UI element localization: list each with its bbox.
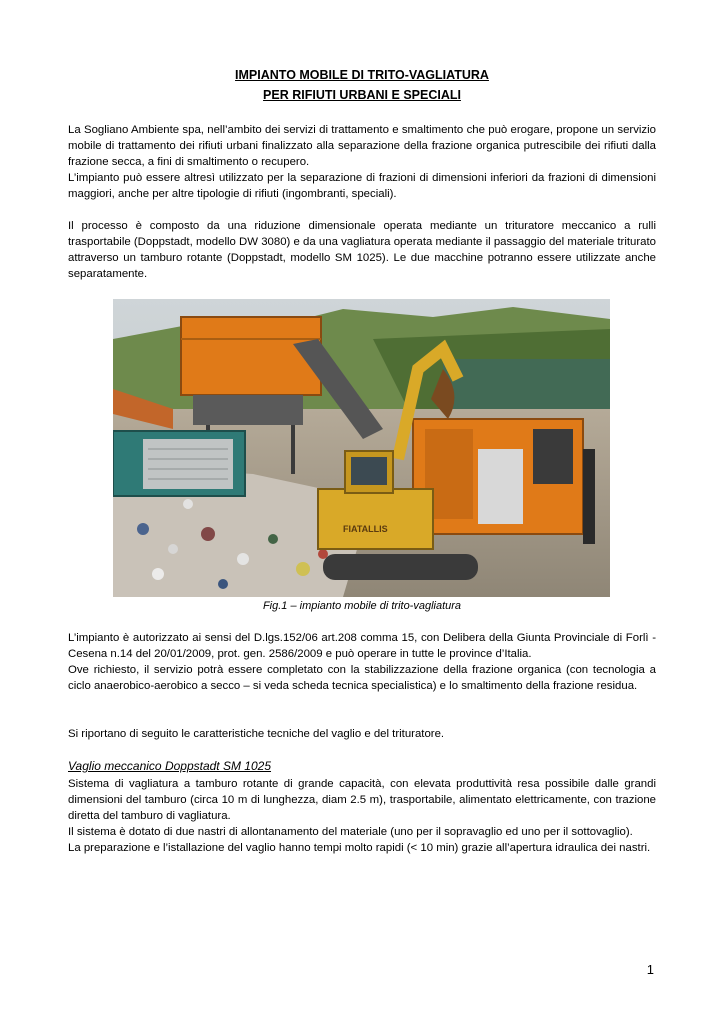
- excavator-logo: FIATALLIS: [343, 524, 388, 534]
- vaglio-paragraph-1: Sistema di vagliatura a tamburo rotante di grande capacità, con elevata produttività resa possibile dalle grandi dimensioni del tamburo (circa 10 m di lunghezza, diam 2.5 m), trasportabile, alimentato elettricamente, con trazione diretta del tamburo di vagliatura.: [68, 778, 656, 822]
- figure-caption: Fig.1 – impianto mobile di trito-vagliatura: [262, 600, 462, 612]
- intro-section: [68, 122, 656, 202]
- title-line-1: IMPIANTO MOBILE DI TRITO-VAGLIATURA: [235, 68, 489, 82]
- specs-intro: Si riportano di seguito le caratteristiche tecniche del vaglio e del trituratore.: [68, 728, 445, 740]
- vaglio-paragraph-2: Il sistema è dotato di due nastri di allontanamento del materiale (uno per il sopravaglio ed uno per il sottovaglio).: [68, 826, 633, 838]
- intro-paragraph-2: L’impianto può essere altresì utilizzato per la separazione di frazioni di dimensioni inferiori da frazioni di dimensioni maggiori, anche per altre tipologie di rifiuti (ingombranti, speciali).: [68, 172, 656, 200]
- plant-photo: [113, 299, 610, 597]
- process-paragraph: Il processo è composto da una riduzione dimensionale operata mediante un trituratore meccanico a rulli trasportabile (Doppstadt, modello DW 3080) e da una vagliatura operata mediante il passaggio del materiale triturato attraverso un tamburo rotante (Doppstadt, modello SM 1025). Le due macchine potranno essere utilizzate anche separatamente.: [68, 220, 656, 280]
- title-line-2: PER RIFIUTI URBANI E SPECIALI: [263, 88, 461, 102]
- teal-trailer: [113, 431, 245, 496]
- authorization-paragraph-2: Ove richiesto, il servizio potrà essere completato con la stabilizzazione della frazione organica (con tecnologia a ciclo anaerobico-aerobico a secco – si veda scheda tecnica specialistica) e lo smaltimento della frazione residua.: [68, 664, 656, 692]
- authorization-paragraph-1: L’impianto è autorizzato ai sensi del D.lgs.152/06 art.208 comma 15, con Delibera della Giunta Provinciale di Forlì - Cesena n.14 del 20/01/2009, prot. gen. 2586/2009 e può operare in tutte le province d’Italia.: [68, 632, 656, 660]
- vaglio-section: [68, 776, 656, 856]
- vaglio-paragraph-3: La preparazione e l’istallazione del vaglio hanno tempi molto rapidi (< 10 min) grazie all’apertura idraulica dei nastri.: [68, 842, 651, 854]
- process-section: [68, 218, 656, 282]
- vaglio-heading: Vaglio meccanico Doppstadt SM 1025: [68, 759, 272, 773]
- screening-drum-machine: [413, 419, 595, 544]
- intro-paragraph-1: La Sogliano Ambiente spa, nell’ambito dei servizi di trattamento e smaltimento che può erogare, propone un servizio mobile di trattamento dei rifiuti urbani finalizzato alla separazione della frazione organica putrescibile dei rifiuti dalla frazione secca, a fini di smaltimento o recupero.: [68, 124, 656, 168]
- page-number: 1: [646, 962, 654, 977]
- authorization-section: [68, 630, 656, 694]
